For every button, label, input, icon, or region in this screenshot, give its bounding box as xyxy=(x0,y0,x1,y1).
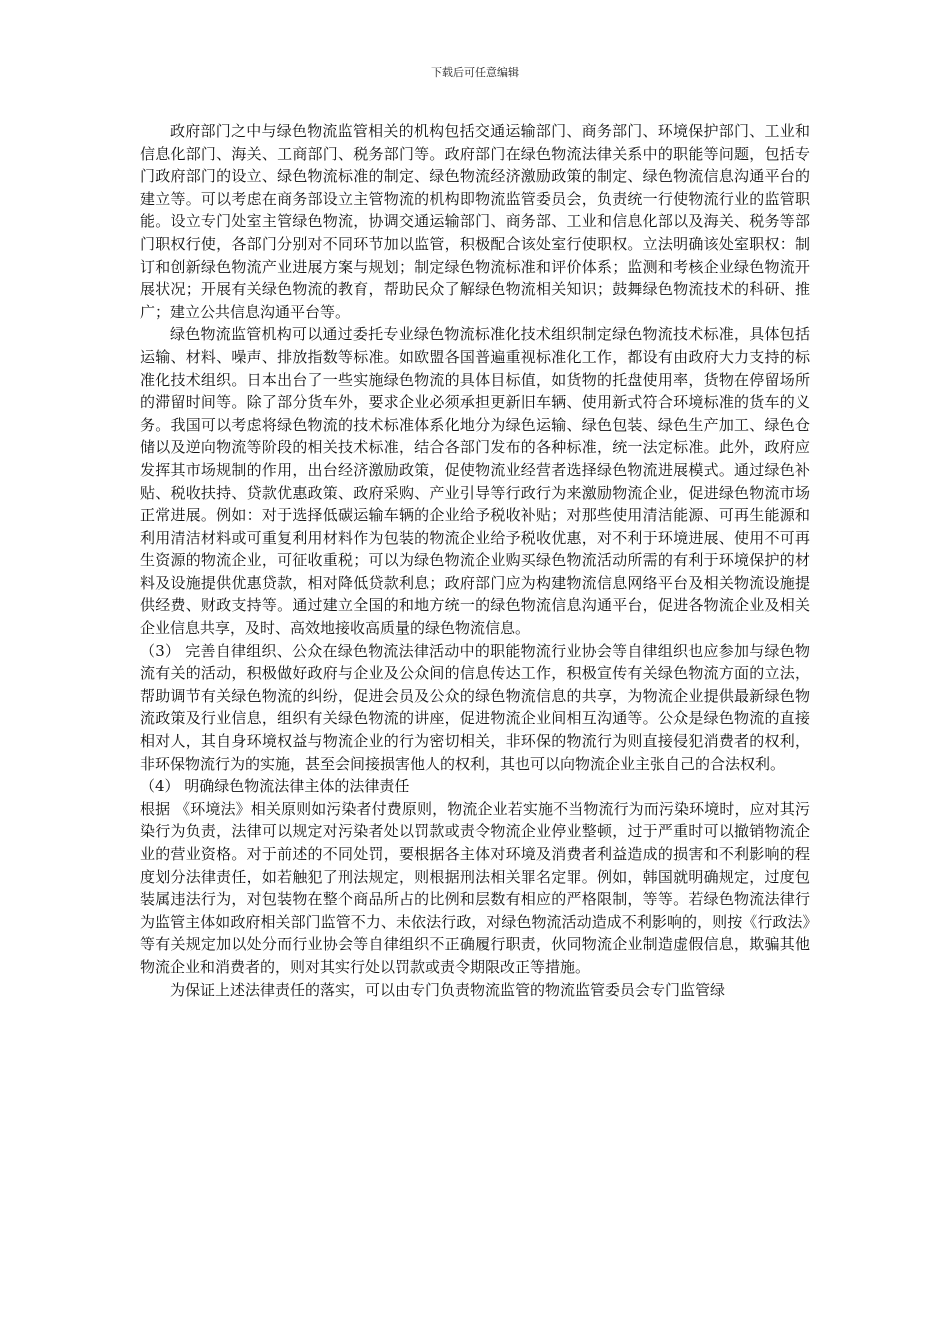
document-body xyxy=(140,120,810,1001)
paragraph-legal-liability: 根据 《环境法》相关原则如污染者付费原则，物流企业若实施不当物流行为而污染环境时，应对其污染行为负责，法律可以规定对污染者处以罚款或责令物流企业停业整顿，过于严重时可以撤销物流企业的营业资格。对于前述的不同处罚，要根据各主体对环境及消费者利益造成的损害和不利影响的程度划分法律责任，如若触犯了刑法规定，则根据刑法相关罪名定罪。例如，韩国就明确规定，过度包装属违法行为，对包装物在整个商品所占的比例和层数有相应的严格限制，等等。若绿色物流法律行为监管主体如政府相关部门监管不力、未依法行政，对绿色物流活动造成不利影响的，则按《行政法》等有关规定加以处分而行业协会等自律组织不正确履行职责，伙同物流企业制造虚假信息，欺骗其他物流企业和消费者的，则对其实行处以罚款或责令期限改正等措施。 xyxy=(140,799,810,976)
paragraph-government-agencies: 政府部门之中与绿色物流监管相关的机构包括交通运输部门、商务部门、环境保护部门、工业和信息化部门、海关、工商部门、税务部门等。政府部门在绿色物流法律关系中的职能等问题，包括专门政府部门的设立、绿色物流标准的制定、绿色物流经济激励政策的制定、绿色物流信息沟通平台的建立等。可以考虑在商务部设立主管物流的机构即物流监管委员会，负责统一行使物流行业的监管职能。设立专门处室主管绿色物流，协调交通运输部门、商务部、工业和信息化部以及海关、税务等部门职权行使，各部门分别对不同环节加以监管，积极配合该处室行使职权。立法明确该处室职权：制订和创新绿色物流产业进展方案与规划；制定绿色物流标准和评价体系；监测和考核企业绿色物流开展状况；开展有关绿色物流的教育，帮助民众了解绿色物流相关知识；鼓舞绿色物流技术的科研、推广；建立公共信息沟通平台等。 xyxy=(140,122,810,321)
paragraph-self-regulation: （3） 完善自律组织、公众在绿色物流法律活动中的职能物流行业协会等自律组织也应参加与绿色物流有关的活动，积极做好政府与企业及公众间的信息传达工作，积极宣传有关绿色物流方面的立法，帮助调节有关绿色物流的纠纷，促进会员及公众的绿色物流信息的共享，为物流企业提供最新绿色物流政策及行业信息，组织有关绿色物流的讲座，促进物流企业间相互沟通等。公众是绿色物流的直接相对人，其自身环境权益与物流企业的行为密切相关，非环保的物流行为则直接侵犯消费者的权利，非环保物流行为的实施，甚至会间接损害他人的权利，其也可以向物流企业主张自己的合法权利。 xyxy=(140,641,810,773)
page-header: 下载后可任意编辑 xyxy=(431,66,519,79)
section-heading-legal-liability: （4） 明确绿色物流法律主体的法律责任 xyxy=(140,777,410,796)
paragraph-enforcement: 为保证上述法律责任的落实，可以由专门负责物流监管的物流监管委员会专门监管绿 xyxy=(170,980,726,999)
paragraph-technical-standards: 绿色物流监管机构可以通过委托专业绿色物流标准化技术组织制定绿色物流技术标准，具体包括运输、材料、噪声、排放指数等标准。如欧盟各国普遍重视标准化工作，都设有由政府大力支持的标准化技术组织。日本出台了一些实施绿色物流的具体目标值，如货物的托盘使用率，货物在停留场所的滞留时间等。除了部分货车外，要求企业必须承担更新旧车辆、使用新式符合环境标准的货车的义务。我国可以考虑将绿色物流的技术标准体系化地分为绿色运输、绿色包装、绿色生产加工、绿色仓储以及逆向物流等阶段的相关技术标准，结合各部门发布的各种标准，统一法定标准。此外，政府应发挥其市场规制的作用，出台经济激励政策，促使物流业经营者选择绿色物流进展模式。通过绿色补贴、税收扶持、贷款优惠政策、政府采购、产业引导等行政行为来激励物流企业，促进绿色物流市场正常进展。例如：对于选择低碳运输车辆的企业给予税收补贴；对那些使用清洁能源、可再生能源和利用清洁材料或可重复利用材料作为包装的物流企业给予税收优惠，对不利于环境进展、使用不可再生资源的物流企业，可征收重税；可以为绿色物流企业购买绿色物流活动所需的有利于环境保护的材料及设施提供优惠贷款，相对降低贷款利息；政府部门应为构建物流信息网络平台及相关物流设施提供经费、财政支持等。通过建立全国的和地方统一的绿色物流信息沟通平台，促进各物流企业及相关企业信息共享，及时、高效地接收高质量的绿色物流信息。 xyxy=(140,325,810,638)
